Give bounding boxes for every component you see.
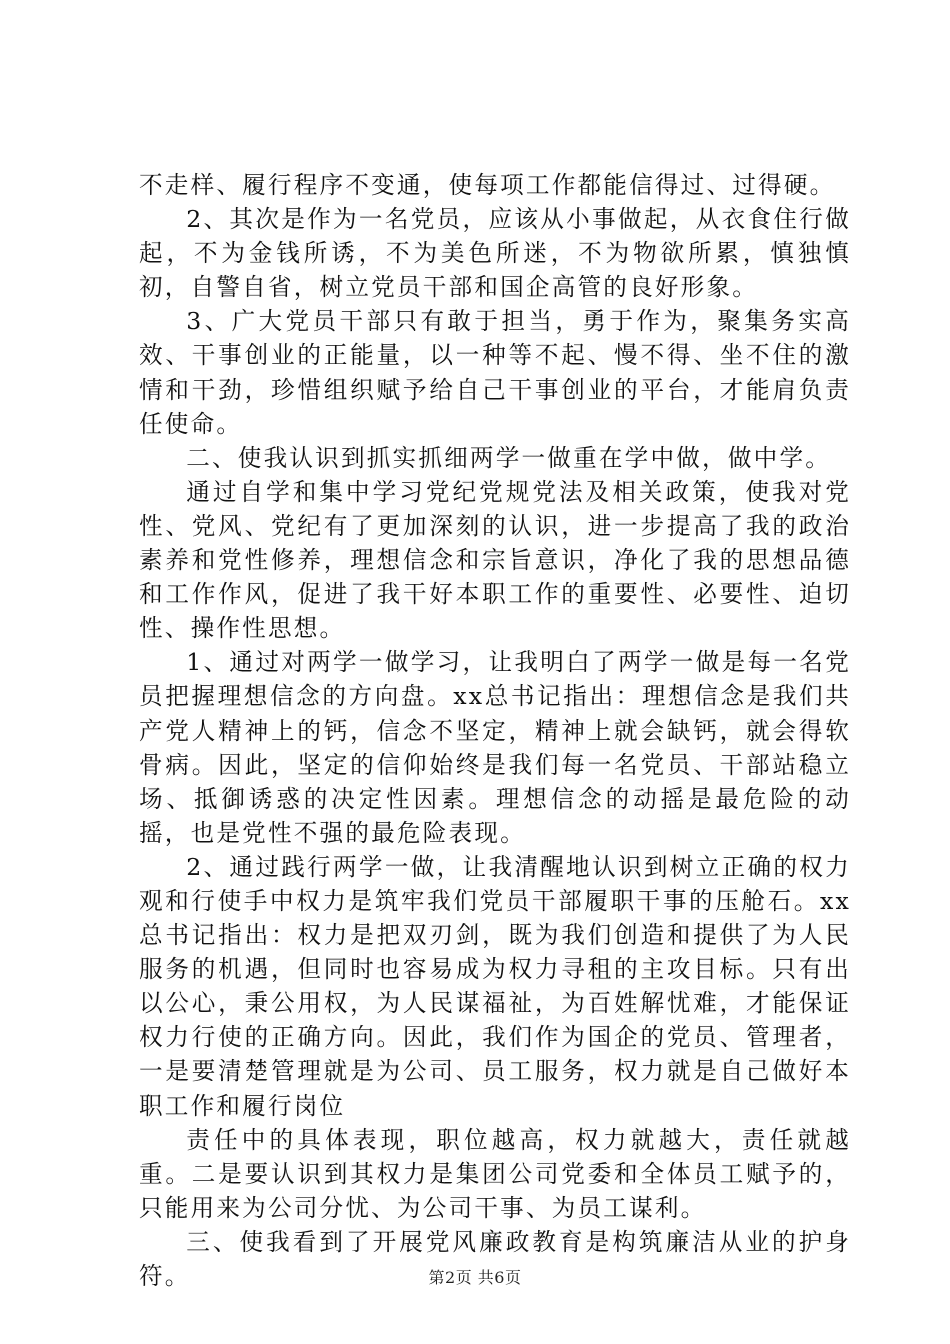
paragraph: 不走样、履行程序不变通，使每项工作都能信得过、过得硬。 <box>139 171 836 199</box>
paragraph: 1、通过对两学一做学习，让我明白了两学一做是每一名党员把握理想信念的方向盘。xx总书记指出：理想信念是我们共产党人精神上的钙，信念不坚定，精神上就会缺钙，就会得软骨病。因此，坚定的信仰始终是我们每一名党员、干部站稳立场、抵御诱惑的决定性因素。理想信念的动摇是最危险的动摇，也是党性不强的最危险表现。 <box>139 648 851 847</box>
paragraph: 三、使我看到了开展党风廉政教育是构筑廉洁从业的护身符。 <box>139 1227 851 1290</box>
paragraph: 二、使我认识到抓实抓细两学一做重在学中做，做中学。 <box>186 443 832 472</box>
document-body <box>139 168 851 1293</box>
page-number-footer: 第2页 共6页 <box>428 1268 522 1287</box>
paragraph: 3、广大党员干部只有敢于担当，勇于作为，聚集务实高效、干事创业的正能量，以一种等不起、慢不得、坐不住的激情和干劲，珍惜组织赋予给自己干事创业的平台，才能肩负责任使命。 <box>139 307 851 438</box>
paragraph: 2、通过践行两学一做，让我清醒地认识到树立正确的权力观和行使手中权力是筑牢我们党员干部履职干事的压舱石。xx总书记指出：权力是把双刃剑，既为我们创造和提供了为人民服务的机遇，但同时也容易成为权力寻租的主攻目标。只有出以公心，秉公用权，为人民谋福祉，为百姓解忧难，才能保证权力行使的正确方向。因此，我们作为国企的党员、管理者，一是要清楚管理就是为公司、员工服务，权力就是自己做好本职工作和履行岗位 <box>139 852 851 1120</box>
paragraph: 通过自学和集中学习党纪党规党法及相关政策，使我对党性、党风、党纪有了更加深刻的认识，进一步提高了我的政治素养和党性修养，理想信念和宗旨意识，净化了我的思想品德和工作作风，促进了我干好本职工作的重要性、必要性、迫切性、操作性思想。 <box>139 477 851 643</box>
paragraph: 责任中的具体表现，职位越高，权力就越大，责任就越重。二是要认识到其权力是集团公司党委和全体员工赋予的，只能用来为公司分忧、为公司干事、为员工谋利。 <box>139 1125 851 1222</box>
paragraph: 2、其次是作为一名党员，应该从小事做起，从衣食住行做起，不为金钱所诱，不为美色所迷，不为物欲所累，慎独慎初，自警自省，树立党员干部和国企高管的良好形象。 <box>139 205 851 302</box>
